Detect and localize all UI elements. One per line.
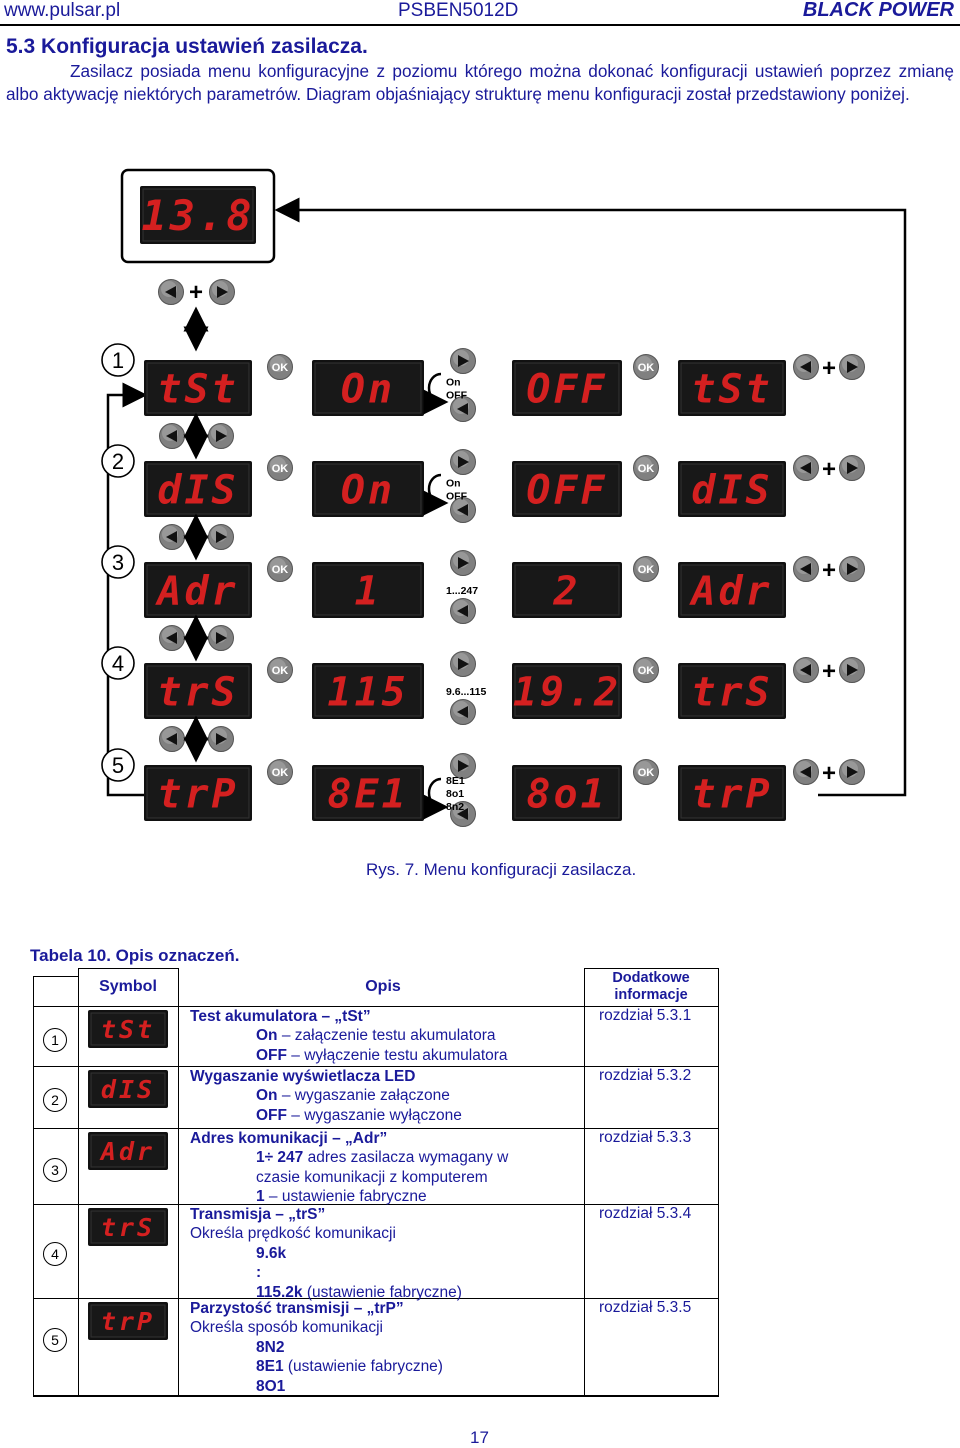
- ok-button: [634, 557, 659, 582]
- right-button-icon: [840, 355, 865, 380]
- plus-icon: +: [821, 760, 837, 787]
- row-value-display: [312, 461, 424, 517]
- svg-text:trS: trS: [157, 669, 239, 716]
- svg-text:OK: OK: [271, 767, 289, 779]
- svg-text:1: 1: [111, 348, 125, 373]
- symbol-display: [88, 1208, 168, 1248]
- description-value: – wygaszanie wyłączone: [287, 1106, 462, 1124]
- row-code-display: [144, 663, 252, 719]
- svg-text:trS: trS: [100, 1213, 156, 1242]
- description-text: Określa prędkość komunikacji: [190, 1225, 396, 1243]
- col-header-desc: Opis: [365, 978, 401, 995]
- left-button-icon: [160, 525, 185, 550]
- plus-icon: +: [821, 456, 837, 483]
- row-code-display: [144, 360, 252, 416]
- row-value-display: [312, 562, 424, 618]
- right-button-icon: [209, 626, 234, 651]
- row-number: [102, 546, 134, 578]
- range-label: On: [446, 477, 461, 490]
- description-key: OFF: [256, 1106, 287, 1124]
- range-selector: [446, 652, 486, 725]
- right-button-icon: [451, 551, 476, 576]
- ok-button: [634, 355, 659, 380]
- description-line: [190, 1377, 443, 1396]
- description-value: – wygaszanie załączone: [277, 1087, 450, 1105]
- svg-text:trP: trP: [157, 771, 239, 818]
- table-border: [584, 968, 585, 1396]
- description-value: – wyłączenie testu akumulatora: [287, 1046, 508, 1064]
- description-line: [190, 1148, 508, 1167]
- range-label: On: [446, 376, 461, 389]
- right-button-icon: [209, 727, 234, 752]
- menu-row: [102, 647, 865, 755]
- menu-row: [102, 445, 865, 553]
- description-line: [190, 1086, 462, 1105]
- right-button-icon: [840, 456, 865, 481]
- svg-text:On: On: [340, 467, 396, 514]
- row-value-display: [312, 360, 424, 416]
- row-number-circle: 4: [43, 1242, 67, 1266]
- range-label: 8n2: [446, 801, 465, 813]
- row-code-display: [144, 562, 252, 618]
- description-line: [190, 1357, 443, 1376]
- table-title: Tabela 10. Opis oznaczeń.: [30, 946, 240, 965]
- row-code-display: [144, 461, 252, 517]
- row-code-display: [144, 765, 252, 821]
- ok-button: [268, 456, 293, 481]
- row-code-display: [678, 663, 786, 719]
- svg-text:tSt: tSt: [157, 366, 239, 413]
- description-key: 1: [256, 1188, 265, 1206]
- col-header-extra: Dodatkowe informacje: [612, 970, 690, 1003]
- description-title: Parzystość transmisji – „trP”: [190, 1300, 404, 1317]
- ok-button: [268, 355, 293, 380]
- left-button-icon: [451, 700, 476, 725]
- range-label: 8E1: [446, 775, 465, 787]
- description-value: czasie komunikacji z komputerem: [256, 1168, 488, 1186]
- svg-text:tSt: tSt: [100, 1015, 156, 1044]
- row-number: [102, 749, 134, 781]
- row-alt-display: [512, 765, 622, 821]
- left-button-icon: [794, 658, 819, 683]
- description-line: [190, 1046, 508, 1065]
- svg-text:Adr: Adr: [691, 568, 773, 615]
- svg-text:dIS: dIS: [100, 1075, 156, 1104]
- row-number-circle: 3: [43, 1158, 67, 1182]
- symbol-display: [88, 1132, 168, 1172]
- symbol-display: [88, 1070, 168, 1110]
- svg-text:trS: trS: [691, 669, 773, 716]
- left-button-icon: [451, 599, 476, 624]
- section-title: 5.3 Konfiguracja ustawień zasilacza.: [6, 35, 368, 58]
- svg-text:OK: OK: [637, 665, 655, 677]
- ok-button: [634, 760, 659, 785]
- svg-text:8o1: 8o1: [526, 771, 608, 818]
- page-number: 17: [470, 1428, 489, 1447]
- row-number-circle: 5: [43, 1328, 67, 1352]
- svg-text:OFF: OFF: [526, 467, 608, 514]
- description-value: (ustawienie fabryczne): [283, 1358, 443, 1376]
- svg-text:On: On: [340, 366, 396, 413]
- svg-text:Adr: Adr: [100, 1137, 156, 1166]
- description-key: 8O1: [256, 1377, 286, 1395]
- description-key: On: [256, 1087, 278, 1105]
- description-key: 8N2: [256, 1338, 285, 1356]
- section-reference[interactable]: rozdział 5.3.3: [599, 1129, 692, 1146]
- description-value: – ustawienie fabryczne: [264, 1188, 427, 1206]
- range-label: 1...247: [446, 585, 479, 597]
- model-name: PSBEN5012D: [398, 0, 519, 21]
- svg-text:OK: OK: [637, 767, 655, 779]
- description-key: 8E1: [256, 1358, 284, 1376]
- description-cell: [190, 1067, 462, 1125]
- description-title: Wygaszanie wyświetlacza LED: [190, 1068, 416, 1085]
- row-code-display: [678, 360, 786, 416]
- right-button-icon: [840, 760, 865, 785]
- symbol-display: [88, 1302, 168, 1342]
- left-button-icon: [160, 626, 185, 651]
- right-button-icon: [451, 349, 476, 374]
- main-display: [122, 170, 274, 262]
- svg-text:dIS: dIS: [157, 467, 239, 514]
- range-label: 8o1: [446, 788, 465, 800]
- description-value: (ustawienie fabryczne): [302, 1283, 462, 1301]
- row-number-circle: 1: [43, 1028, 67, 1052]
- row-number-circle: 2: [43, 1088, 67, 1112]
- row-number: [102, 344, 134, 376]
- description-key: 115.2k: [256, 1283, 303, 1301]
- symbol-led: [88, 1302, 168, 1340]
- table-border: [33, 976, 34, 1396]
- row-alt-display: [512, 360, 622, 416]
- row-code-display: [678, 765, 786, 821]
- cycle-arrow: [429, 779, 441, 807]
- range-selector: [429, 754, 476, 827]
- ok-button: [634, 658, 659, 683]
- section-reference[interactable]: rozdział 5.3.1: [599, 1007, 692, 1024]
- svg-text:OK: OK: [271, 665, 289, 677]
- row-alt-display: [512, 461, 622, 517]
- cycle-arrow: [429, 374, 441, 402]
- description-text: Określa sposób komunikacji: [190, 1319, 383, 1337]
- row-value-display: [312, 765, 424, 821]
- svg-text:Adr: Adr: [157, 568, 239, 615]
- symbol-led: [88, 1010, 168, 1048]
- range-label: 9.6...115: [446, 686, 487, 698]
- description-cell: [190, 1299, 443, 1396]
- svg-text:OK: OK: [271, 362, 289, 374]
- row-code-display: [678, 562, 786, 618]
- svg-text:trP: trP: [100, 1307, 156, 1336]
- description-cell: [190, 1007, 508, 1065]
- col-header-symbol: Symbol: [99, 978, 157, 995]
- svg-text:trP: trP: [691, 771, 773, 818]
- description-line: [190, 1187, 508, 1206]
- figure-caption: Rys. 7. Menu konfiguracji zasilacza.: [366, 860, 637, 879]
- description-line: [190, 1026, 508, 1045]
- site-url[interactable]: www.pulsar.pl: [4, 0, 121, 21]
- table-border: [718, 968, 719, 1396]
- menu-row: [102, 749, 865, 827]
- ok-button: [268, 760, 293, 785]
- row-alt-display: [512, 663, 622, 719]
- table-border: [33, 976, 78, 977]
- section-intro: Zasilacz posiada menu konfiguracyjne z poziomu którego można dokonać konfiguracji ustawień poprzez zmianę albo aktywację niektórych parametrów. Diagram objaśniający strukturę menu konfiguracji został przedstawiony poniżej.: [6, 61, 954, 104]
- section-reference[interactable]: rozdział 5.3.2: [599, 1067, 692, 1084]
- left-button-icon: [160, 424, 185, 449]
- description-cell: [190, 1129, 508, 1207]
- cycle-arrow: [429, 475, 441, 503]
- left-button-icon: [794, 760, 819, 785]
- plus-icon: +: [821, 658, 837, 685]
- plus-icon: +: [821, 355, 837, 382]
- range-label: OFF: [446, 389, 467, 402]
- description-key: 9.6k: [256, 1244, 287, 1262]
- table-border: [178, 968, 179, 1396]
- right-button-icon: [451, 652, 476, 677]
- description-key: :: [256, 1264, 262, 1282]
- svg-text:OK: OK: [271, 463, 289, 475]
- table-border: [584, 968, 718, 969]
- svg-text:115: 115: [327, 669, 409, 716]
- svg-text:3: 3: [111, 550, 125, 575]
- description-title: Transmisja – „trS”: [190, 1206, 326, 1223]
- svg-text:tSt: tSt: [691, 366, 773, 413]
- svg-text:2: 2: [553, 568, 581, 615]
- range-selector: [429, 450, 476, 523]
- plus-icon: +: [821, 557, 837, 584]
- right-button-icon: [209, 525, 234, 550]
- section-reference[interactable]: rozdział 5.3.4: [599, 1205, 692, 1222]
- range-selector: [446, 551, 478, 624]
- description-key: On: [256, 1027, 278, 1045]
- symbol-led: [88, 1208, 168, 1246]
- description-value: – załączenie testu akumulatora: [277, 1027, 496, 1045]
- right-button-icon: [840, 658, 865, 683]
- left-button-icon: [160, 727, 185, 752]
- description-key: OFF: [256, 1046, 287, 1064]
- description-cell: [190, 1205, 462, 1302]
- range-selector: [429, 349, 476, 422]
- section-reference[interactable]: rozdział 5.3.5: [599, 1299, 692, 1316]
- row-value-display: [312, 663, 424, 719]
- description-line: [190, 1338, 443, 1357]
- description-line: [190, 1106, 462, 1125]
- svg-text:OK: OK: [637, 362, 655, 374]
- svg-text:5: 5: [111, 753, 125, 778]
- symbol-led: [88, 1070, 168, 1108]
- table-border: [78, 968, 79, 1396]
- svg-text:13.8: 13.8: [141, 191, 255, 241]
- row-number: [102, 445, 134, 477]
- left-button-icon: [794, 355, 819, 380]
- right-button-icon: [210, 280, 235, 305]
- svg-text:OFF: OFF: [526, 366, 608, 413]
- description-line: [190, 1168, 508, 1187]
- row-number: [102, 647, 134, 679]
- ok-button: [268, 557, 293, 582]
- svg-text:8E1: 8E1: [327, 771, 409, 818]
- range-label: OFF: [446, 490, 467, 503]
- legend-table: [33, 968, 719, 1396]
- right-button-icon: [451, 450, 476, 475]
- description-value: adres zasilacza wymagany w: [303, 1149, 509, 1167]
- left-button-icon: [794, 557, 819, 582]
- svg-text:OK: OK: [637, 564, 655, 576]
- svg-text:2: 2: [111, 449, 125, 474]
- symbol-display: [88, 1010, 168, 1050]
- description-key: 1÷ 247: [256, 1149, 304, 1167]
- description-line: [190, 1244, 462, 1263]
- description-title: Test akumulatora – „tSt”: [190, 1008, 371, 1025]
- ok-button: [634, 456, 659, 481]
- menu-row: [102, 546, 865, 654]
- svg-text:4: 4: [111, 651, 125, 676]
- ok-button: [268, 658, 293, 683]
- left-button-icon: [794, 456, 819, 481]
- right-button-icon: [840, 557, 865, 582]
- description-line: [190, 1263, 462, 1282]
- symbol-led: [88, 1132, 168, 1170]
- svg-text:19.2: 19.2: [512, 669, 622, 716]
- description-title: Adres komunikacji – „Adr”: [190, 1130, 388, 1147]
- svg-text:OK: OK: [637, 463, 655, 475]
- row-code-display: [678, 461, 786, 517]
- left-button-icon: [159, 280, 184, 305]
- svg-text:1: 1: [354, 568, 382, 615]
- row-alt-display: [512, 562, 622, 618]
- plus-icon: +: [188, 279, 204, 306]
- svg-text:dIS: dIS: [691, 467, 773, 514]
- right-button-icon: [209, 424, 234, 449]
- table-border: [78, 968, 179, 969]
- brand-name: BLACK POWER: [802, 0, 954, 21]
- svg-text:OK: OK: [271, 564, 289, 576]
- menu-row: [102, 344, 865, 452]
- main-display-value: [140, 186, 256, 244]
